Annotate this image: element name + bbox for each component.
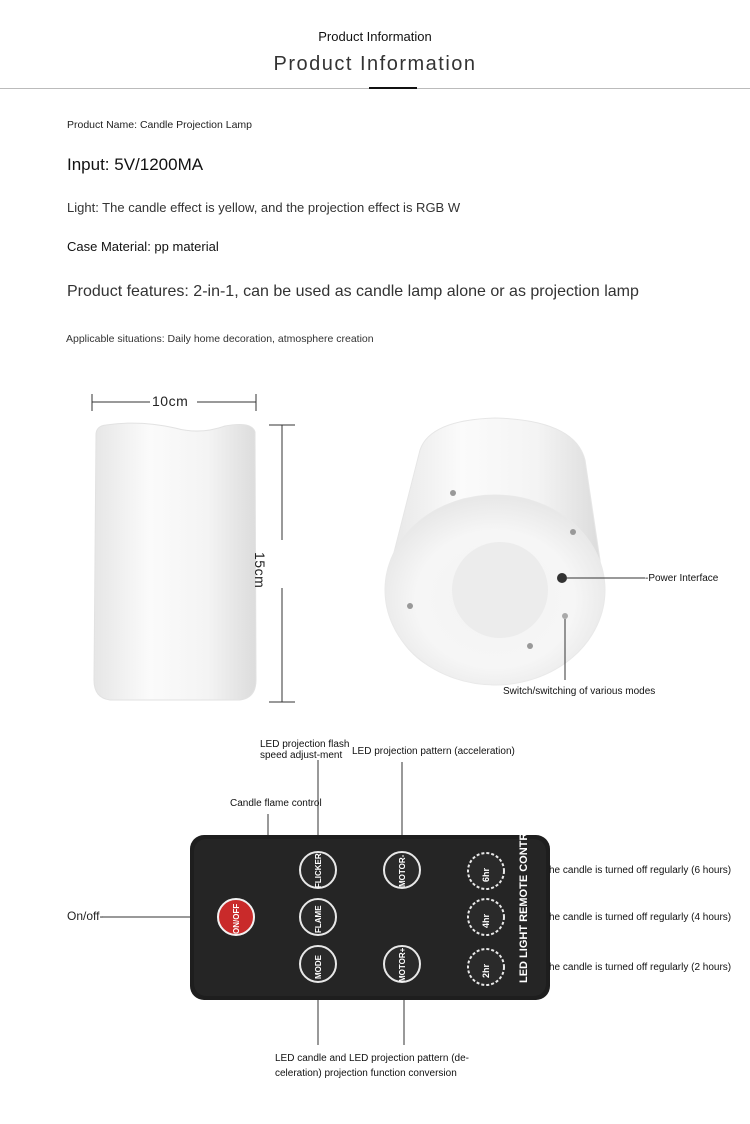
header-title-large: Product Information [273,53,477,75]
width-dimension-label: 10cm [152,393,189,409]
header-title-small: Product Information [318,29,432,44]
callout-flash-speed: LED projection flash speed adjust-ment [260,739,350,761]
spec-applicable: Applicable situations: Daily home decoration, atmosphere creation [66,333,374,345]
mode-button[interactable] [300,946,336,982]
candle-bottom-view [385,418,645,685]
motor-minus-button[interactable] [384,852,420,888]
spec-light: Light: The candle effect is yellow, and the projection effect is RGB W [67,200,461,215]
callout-onoff: On/off- [67,909,104,923]
callout-timer-2: he candle is turned off regularly (2 hours) [549,962,732,973]
motor-plus-button-label: MOTOR+ [398,947,407,982]
flicker-button-label: FLICKER [314,853,323,888]
timer-2hr-label: 2hr [481,963,491,978]
motor-minus-button-label: MOTOR- [398,854,407,887]
mode-button-label: MODE [314,955,323,979]
timer-6hr-button[interactable] [468,853,504,889]
height-dimension-label: 15cm [252,552,268,589]
remote-brand-text: LED LIGHT REMOTE CONTROL [518,817,530,983]
spec-product-name: Product Name: Candle Projection Lamp [67,119,253,131]
flame-button[interactable] [300,899,336,935]
height-dimension-line [269,425,295,702]
timer-4hr-button[interactable] [468,899,504,935]
motor-plus-button[interactable] [384,946,420,982]
switch-modes-label: Switch/switching of various modes [503,686,656,697]
flicker-button[interactable] [300,852,336,888]
callout-timer-4: he candle is turned off regularly (4 hours) [549,912,732,923]
candle-front [94,423,256,700]
callout-pattern-accel: LED projection pattern (acceleration) [352,746,515,757]
mode-switch-icon [562,613,568,619]
callout-timer-6: he candle is turned off regularly (6 hours) [549,865,732,876]
power-port-icon [557,573,567,583]
timer-4hr-label: 4hr [481,913,491,928]
callout-conversion: LED candle and LED projection pattern (de-celeration) projection function conversion [275,1053,470,1079]
spec-features: Product features: 2-in-1, can be used as candle lamp alone or as projection lamp [67,283,639,300]
spec-input: Input: 5V/1200MA [67,155,204,174]
spec-case-material: Case Material: pp material [67,239,219,254]
remote-control [0,730,750,1060]
timer-6hr-label: 6hr [481,867,491,882]
callout-flame-control: Candle flame control [230,798,322,809]
onoff-button-label: ON/OFF [232,903,241,934]
header-accent-bar [369,87,417,89]
candle-illustration [0,380,750,720]
timer-2hr-button[interactable] [468,949,504,985]
power-interface-label: -Power Interface [645,573,719,584]
flame-button-label: FLAME [314,905,323,933]
onoff-button[interactable] [218,899,254,935]
